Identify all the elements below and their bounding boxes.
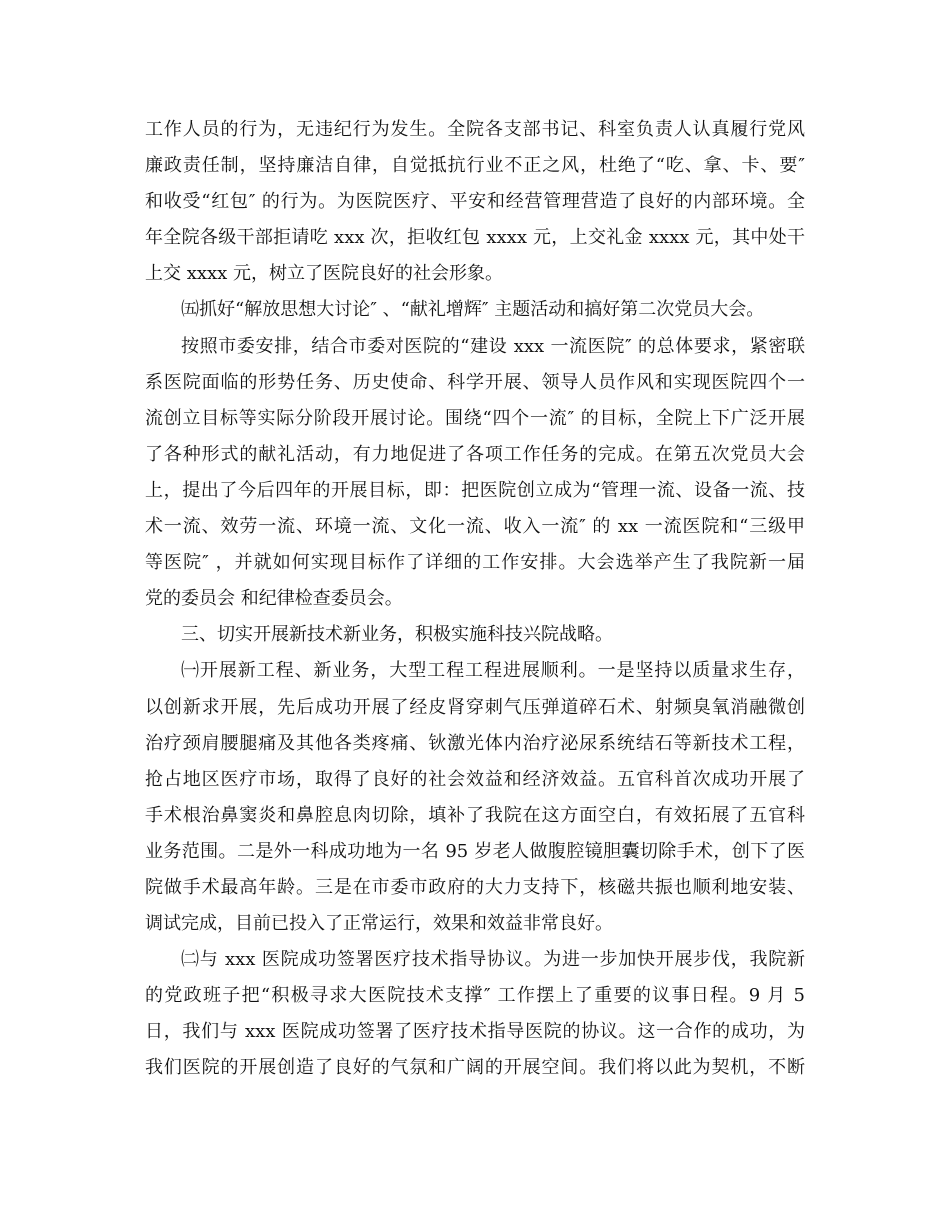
paragraph-line: 年全院各级干部拒请吃 xxx 次，拒收红包 xxxx 元，上交礼金 xxxx 元，其中处干 (145, 227, 805, 249)
paragraph-line: 抢占地区医疗市场，取得了良好的社会效益和经济效益。五官科首次成功开展了 (145, 768, 805, 790)
document-body-text (145, 112, 805, 1087)
section-heading-line: 三、切实开展新技术新业务，积极实施科技兴院战略。 (181, 624, 613, 646)
paragraph-line: 手术根治鼻窦炎和鼻腔息肉切除，填补了我院在这方面空白，有效拓展了五官科 (145, 804, 805, 826)
paragraph-line: 调试完成，目前已投入了正常运行，效果和效益非常良好。 (145, 913, 613, 935)
paragraph-line: 术一流、效劳一流、环境一流、文化一流、收入一流″ 的 xx 一流医院和“三级甲 (145, 516, 805, 538)
paragraph-line: 以创新求开展，先后成功开展了经皮肾穿刺气压弹道碎石术、射频臭氧消融微创 (145, 696, 805, 718)
paragraph-line: 我们医院的开展创造了良好的气氛和广阔的开展空间。我们将以此为契机，不断 (145, 1057, 805, 1079)
paragraph-line: 日，我们与 xxx 医院成功签署了医疗技术指导医院的协议。这一合作的成功，为 (145, 1021, 805, 1043)
paragraph-line: 等医院″ ，并就如何实现目标作了详细的工作安排。大会选举产生了我院新一届 (145, 552, 805, 574)
paragraph-line: 上，提出了今后四年的开展目标，即：把医院创立成为“管理一流、设备一流、技 (145, 479, 805, 501)
paragraph-line: 廉政责任制，坚持廉洁自律，自觉抵抗行业不正之风，杜绝了“吃、拿、卡、要″ (145, 155, 805, 177)
paragraph-line: 按照市委安排，结合市委对医院的“建设 xxx 一流医院″ 的总体要求，紧密联 (181, 335, 805, 357)
paragraph-line: ㈠开展新工程、新业务，大型工程工程进展顺利。一是坚持以质量求生存， (181, 660, 805, 682)
paragraph-line: 流创立目标等实际分阶段开展讨论。围绕“四个一流″ 的目标，全院上下广泛开展 (145, 407, 805, 429)
paragraph-line: ㈡与 xxx 医院成功签署医疗技术指导协议。为进一步加快开展步伐，我院新 (181, 949, 805, 971)
paragraph-line: 系医院面临的形势任务、历史使命、科学开展、领导人员作风和实现医院四个一 (145, 371, 805, 393)
paragraph-line: 业务范围。二是外一科成功地为一名 95 岁老人做腹腔镜胆囊切除手术，创下了医 (145, 840, 805, 862)
paragraph-line: 了各种形式的献礼活动，有力地促进了各项工作任务的完成。在第五次党员大会 (145, 443, 805, 465)
paragraph-line: 治疗颈肩腰腿痛及其他各类疼痛、钬激光体内治疗泌尿系统结石等新技术工程， (145, 732, 805, 754)
section-heading-line: ㈤抓好“解放思想大讨论″ 、“献礼增辉″ 主题活动和搞好第二次党员大会。 (181, 299, 765, 321)
paragraph-line: 工作人员的行为，无违纪行为发生。全院各支部书记、科室负责人认真履行党风 (145, 119, 805, 140)
paragraph-line: 院做手术最高年龄。三是在市委市政府的大力支持下，核磁共振也顺利地安装、 (145, 876, 805, 898)
paragraph-line: 的党政班子把“积极寻求大医院技术支撑″ 工作摆上了重要的议事日程。9 月 5 (145, 985, 805, 1007)
paragraph-line: 和收受“红包″ 的行为。为医院医疗、平安和经营管理营造了良好的内部环境。全 (145, 191, 805, 213)
paragraph-line: 党的委员会 和纪律检查委员会。 (145, 588, 403, 610)
paragraph-line: 上交 xxxx 元，树立了医院良好的社会形象。 (145, 263, 504, 285)
